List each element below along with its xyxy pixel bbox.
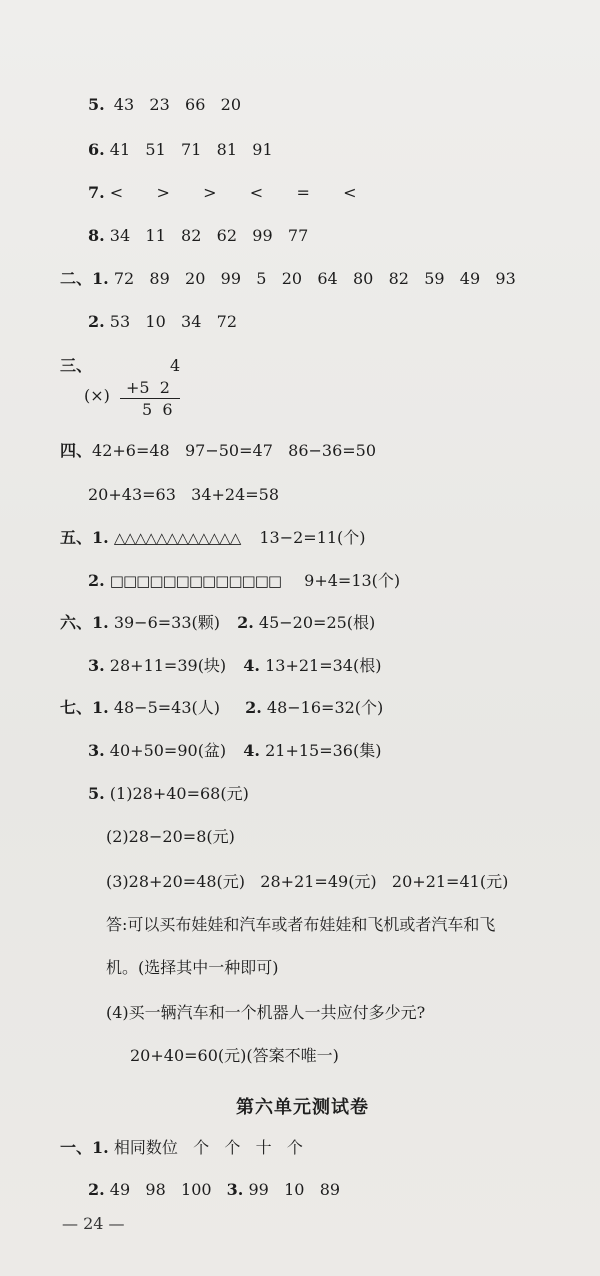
answer-line-7 [88,183,357,203]
section-label: 五、 [60,528,93,547]
answer-text: 9+4=13(个) [304,571,401,590]
item-number: 1. [92,613,109,632]
item-number: 5. [88,95,105,114]
vertical-addend: +5 2 [126,378,170,397]
answer-text: 43 23 66 20 [113,95,242,114]
section-label: 一、 [60,1138,93,1157]
answer-text: 40+50=90(盆) [109,741,227,760]
unit6-section-1-line-1 [60,1138,303,1158]
square-row: □□□□□□□□□□□□□ [109,572,282,590]
answer-text: 20+43=63 34+24=58 [88,485,280,504]
answer-line-8 [88,226,308,246]
section-label: 四、 [60,441,93,460]
section-label: 三、 [60,356,93,375]
answer-text: 53 10 34 72 [109,312,238,331]
section-7-item-5-4 [106,1003,425,1023]
item-number: 4. [243,656,260,675]
item-number: 8. [88,226,105,245]
section-6-line-1 [60,613,375,633]
answer-text: 41 51 71 81 91 [109,140,273,159]
section-7-item-5-4-answer [130,1046,339,1066]
answer-text: 13+21=34(根) [265,656,382,675]
item-number: 2. [88,571,105,590]
item-number: 2. [88,1180,105,1199]
answer-line-6 [88,140,273,160]
item-number: 2. [237,613,254,632]
answer-text: 99 10 89 [248,1180,341,1199]
item-number: 2. [245,698,262,717]
item-number: 3. [88,741,105,760]
answer-text: 48−5=43(人) [113,698,221,717]
item-number: 7. [88,183,105,202]
answer-text: 34 11 82 62 99 77 [109,226,309,245]
answer-text: 21+15=36(集) [265,741,382,760]
answer-line-5 [88,95,241,115]
section-2-line-1 [60,269,516,289]
section-4-line-2 [88,485,279,505]
item-number: 1. [92,1138,109,1157]
answer-text: 相同数位 个 个 十 个 [113,1138,303,1157]
answer-text: < > > < = < [109,183,357,202]
item-number: 1. [92,269,109,288]
section-label: 六、 [60,613,93,632]
section-7-line-2 [88,741,381,761]
item-number: 3. [88,656,105,675]
answer-text: 13−2=11(个) [259,528,366,547]
judgement-mark: (×) [84,386,110,405]
answer-text: (4)买一辆汽车和一个机器人一共应付多少元? [106,1003,426,1022]
section-5-line-1 [60,528,366,548]
answer-text: 答:可以买布娃娃和汽车或者布娃娃和飞机或者汽车和飞 [106,915,496,934]
section-3-label [60,356,92,376]
unit-test-title: 第六单元测试卷 [236,1097,369,1118]
section-2-line-2 [88,312,237,332]
section-6-line-2 [88,656,381,676]
section-7-item-5-2 [106,827,235,847]
answer-explanation-2 [106,958,279,978]
answer-text: (3)28+20=48(元) 28+21=49(元) 20+21=41(元) [106,872,509,891]
triangle-row: △△△△△△△△△△△△ [113,529,241,547]
answer-text: 机。(选择其中一种即可) [106,958,279,977]
answer-explanation-1 [106,915,495,935]
unit6-section-1-line-2 [88,1180,340,1200]
answer-text: (1)28+40=68(元) [109,784,249,803]
item-number: 1. [92,528,109,547]
item-number: 6. [88,140,105,159]
section-7-item-5 [88,784,249,804]
answer-text: 20+40=60(元)(答案不唯一) [130,1046,339,1065]
answer-text: 28+11=39(块) [109,656,227,675]
answer-text: 45−20=25(根) [258,613,376,632]
answer-text: 42+6=48 97−50=47 86−36=50 [92,441,377,460]
section-7-line-1 [60,698,383,718]
vertical-top-digit: 4 [170,356,181,375]
section-label: 二、 [60,269,93,288]
section-5-line-2 [88,571,400,591]
page-number: — 24 — [62,1214,125,1233]
section-4-line-1 [60,441,376,461]
answer-text: 48−16=32(个) [266,698,384,717]
section-label: 七、 [60,698,93,717]
item-number: 2. [88,312,105,331]
vertical-rule [120,398,180,399]
item-number: 3. [226,1180,244,1199]
answer-text: 72 89 20 99 5 20 64 80 82 59 49 93 [113,269,516,288]
answer-text: 39−6=33(颗) [113,613,221,632]
item-number: 4. [243,741,260,760]
section-7-item-5-3 [106,872,508,892]
answer-text: 49 98 100 [109,1180,212,1199]
vertical-result: 5 6 [142,400,173,419]
item-number: 5. [88,784,105,803]
answer-text: (2)28−20=8(元) [106,827,235,846]
item-number: 1. [92,698,109,717]
